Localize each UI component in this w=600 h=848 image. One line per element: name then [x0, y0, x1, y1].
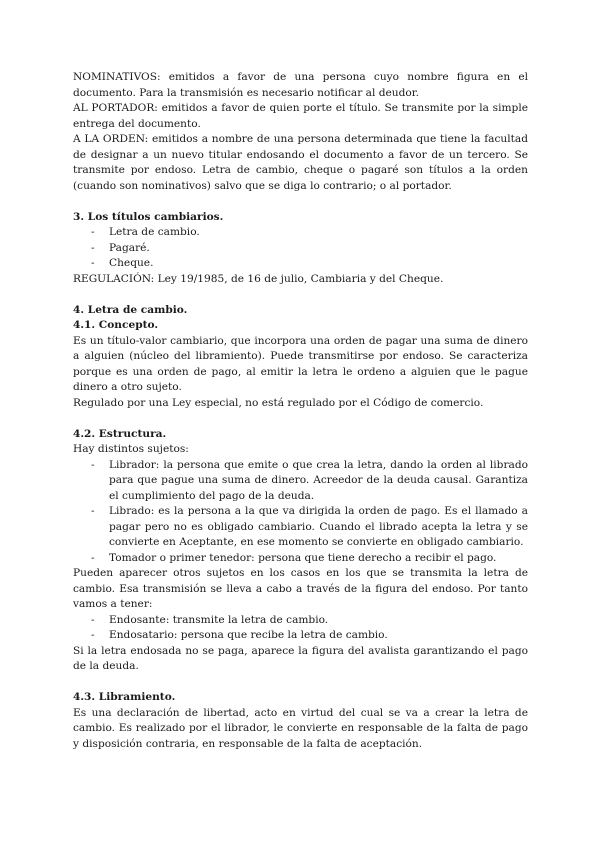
list-item: - Letra de cambio. [73, 225, 528, 241]
section-4-1-heading: 4.1. Concepto. [73, 319, 159, 331]
endoso-paragraph: Pueden aparecer otros sujetos en los casos en los que se transmita la letra de cambio. Esa transmisión se lleva a cabo a través de la figura del endoso. Por tanto vamos a tener: [73, 567, 528, 610]
section-4-3-heading: 4.3. Libramiento. [73, 691, 176, 703]
regulacion-text: REGULACIÓN: Ley 19/1985, de 16 de julio, Cambiaria y del Cheque. [73, 272, 444, 285]
regulado-paragraph: Regulado por una Ley especial, no está regulado por el Código de comercio. [73, 396, 484, 409]
intro-portador: AL PORTADOR: emitidos a favor de quien porte el título. Se transmite por la simple entrega del documento. [73, 102, 528, 130]
list-item: - Tomador o primer tenedor: persona que tiene derecho a recibir el pago. [73, 551, 528, 567]
section-3-list [73, 225, 528, 272]
avalista-paragraph: Si la letra endosada no se paga, aparece la figura del avalista garantizando el pago de la deuda. [73, 644, 528, 672]
list-item: - Pagaré. [73, 241, 528, 257]
list-item: - Endosante: transmite la letra de cambio. [73, 613, 528, 629]
section-4-2-heading: 4.2. Estructura. [73, 427, 167, 440]
libramiento-paragraph: Es una declaración de libertad, acto en virtud del cual se va a crear la letra de cambio. Es realizado por el librador, le convierte en responsable de la falta de pago y disposición contraria, en responsable de la falta de aceptación. [73, 706, 528, 750]
list-item: - Librado: es la persona a la que va dirigida la orden de pago. Es el llamado a pagar pero no es obligado cambiario. Cuando el librado acepta la letra y se convierte en Aceptante, en ese momento se convierte en obligado cambiario. [73, 504, 528, 551]
intro-orden: A LA ORDEN: emitidos a nombre de una persona determinada que tiene la facultad de designar a un nuevo titular endosando el documento a favor de un tercero. Se transmite por endoso. Letra de cambio, cheque o pagaré son títulos a la orden (cuando son nominativos) salvo que se diga lo contrario; o al portador. [73, 133, 528, 192]
sujetos-list [73, 458, 528, 567]
sujetos-intro: Hay distintos sujetos: [73, 443, 189, 455]
list-item: - Cheque. [73, 256, 528, 272]
list-item: - Librador: la persona que emite o que crea la letra, dando la orden al librado para que pague una suma de dinero. Acreedor de la deuda causal. Garantiza el cumplimiento del pago de la deuda. [73, 458, 528, 505]
document-page [73, 70, 528, 752]
intro-nominativos: NOMINATIVOS: emitidos a favor de una persona cuyo nombre figura en el documento. Para la transmisión es necesario notificar al deudor. [73, 71, 528, 99]
list-item: - Endosatario: persona que recibe la letra de cambio. [73, 628, 528, 644]
endoso-list [73, 613, 528, 644]
section-3-heading: 3. Los títulos cambiarios. [73, 210, 224, 223]
section-4-heading: 4. Letra de cambio. [73, 303, 188, 316]
concepto-paragraph: Es un título-valor cambiario, que incorpora una orden de pagar una suma de dinero a alguien (núcleo del libramiento). Puede transmitirse por endoso. Se caracteriza porque es una orden de pago, al emitir la letra le ordeno a alguien que le pague dinero a otro sujeto. [73, 334, 528, 393]
